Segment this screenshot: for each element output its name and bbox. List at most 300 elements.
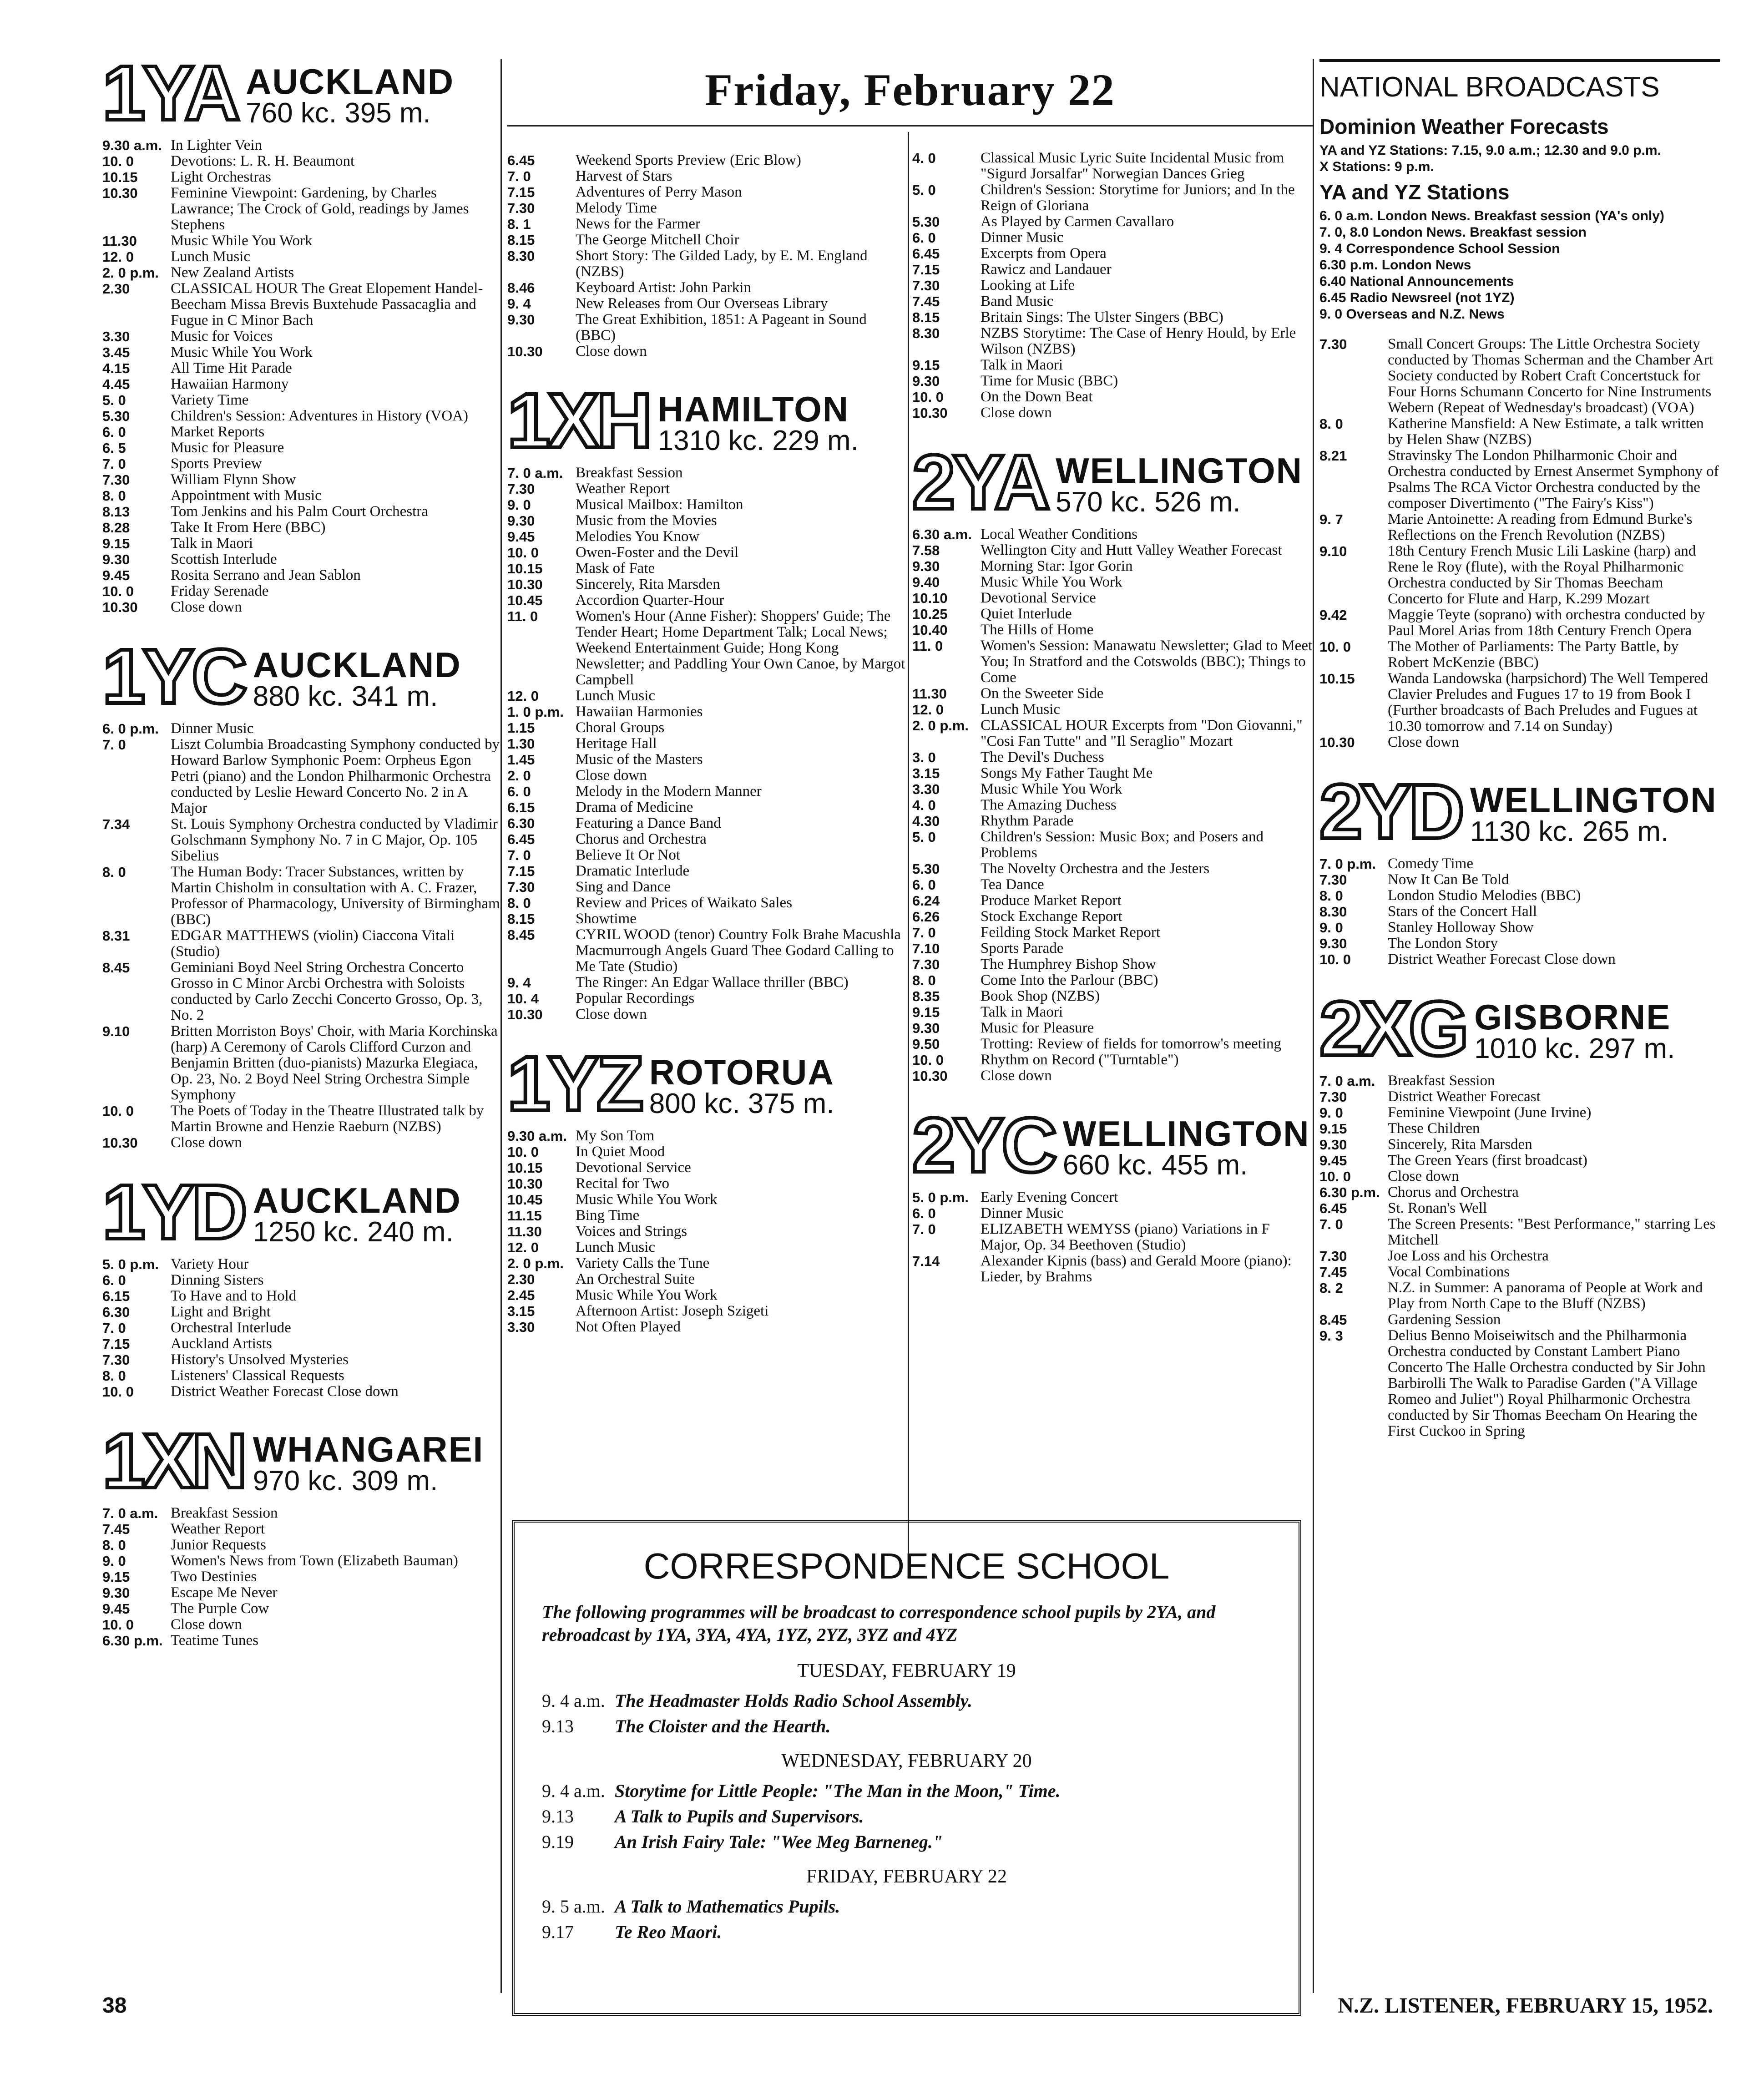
- call-sign: 1YD: [102, 1169, 245, 1255]
- programme-item: [912, 182, 1313, 214]
- programme-title: Devotions: L. R. H. Beaumont: [171, 153, 355, 169]
- programme-title: Children's Session: Storytime for Juniors; and In the Reign of Gloriana: [981, 182, 1295, 214]
- programme-title: The Mother of Parliaments: The Party Battle, by Robert McKenzie (BBC): [1388, 638, 1679, 671]
- programme-item: [1319, 1169, 1720, 1184]
- programme-time: 8. 0: [1319, 888, 1343, 904]
- programme-title: Delius Benno Moiseiwitsch and the Philharmonia Orchestra conducted by Constant Lambert Piano Concerto The Halle Orchestra conducted by Sir John Barbirolli The Walk to Paradise Garden ("A Village Romeo and Juliet") Royal Philharmonic Orchestra conducted by Sir Thomas Beecham On Hearing the First Cuckoo in Spring: [1388, 1327, 1706, 1439]
- programme-list: [507, 152, 908, 359]
- programme-title: Recital for Two: [576, 1175, 670, 1192]
- programme-item: [507, 1176, 908, 1192]
- programme-item: [1319, 1153, 1720, 1169]
- programme-item: [102, 185, 503, 233]
- programme-item: [912, 246, 1313, 262]
- correspondence-row: [542, 1714, 1271, 1739]
- programme-title: Lunch Music: [171, 248, 251, 265]
- station-city: WHANGAREI: [253, 1429, 484, 1469]
- programme-title: Stars of the Concert Hall: [1388, 903, 1537, 920]
- programme-title: Music for Pleasure: [981, 1020, 1094, 1036]
- programme-item: [507, 1144, 908, 1160]
- programme-title: The Humphrey Bishop Show: [981, 956, 1156, 972]
- programme-time: 9.42: [1319, 607, 1347, 623]
- programme-time: 7.30: [1319, 1248, 1347, 1264]
- programme-item: [912, 309, 1313, 325]
- yayz-line: 6.30 p.m. London News: [1319, 258, 1471, 273]
- programme-item: [912, 861, 1313, 877]
- yayz-line: 6.40 National Announcements: [1319, 274, 1514, 289]
- programme-time: 5. 0: [912, 829, 936, 845]
- programme-time: 8.30: [912, 325, 940, 341]
- station-city: AUCKLAND: [253, 645, 461, 685]
- programme-title: Variety Hour: [171, 1256, 249, 1272]
- programme-item: [102, 488, 503, 504]
- programme-title: The Poets of Today in the Theatre Illustrated talk by Martin Browne and Henzie Raeburn (NZBS): [171, 1103, 484, 1135]
- programme-title: Devotional Service: [576, 1159, 691, 1176]
- correspondence-title: Storytime for Little People: "The Man in the Moon," Time.: [615, 1781, 1061, 1801]
- programme-title: Katherine Mansfield: A New Estimate, a talk written by Helen Shaw (NZBS): [1388, 415, 1704, 448]
- programme-time: 6.30: [507, 815, 535, 831]
- yayz-line: 9. 0 Overseas and N.Z. News: [1319, 307, 1505, 322]
- programme-time: 8. 0: [102, 1368, 126, 1384]
- programme-title: Dinner Music: [981, 1205, 1064, 1221]
- programme-title: Talk in Maori: [171, 535, 253, 552]
- programme-time: 7.58: [912, 542, 940, 558]
- programme-time: 9.45: [102, 567, 130, 583]
- programme-item: [102, 1288, 503, 1304]
- programme-time: 3.30: [912, 781, 940, 797]
- programme-time: 2. 0: [507, 768, 531, 784]
- programme-item: [102, 233, 503, 249]
- programme-item: [912, 405, 1313, 421]
- call-sign: 1XH: [507, 378, 650, 464]
- programme-title: Hawaiian Harmonies: [576, 703, 703, 720]
- yayz-title: YA and YZ Stations: [1319, 180, 1510, 204]
- programme-item: [1319, 607, 1720, 639]
- programme-title: Music While You Work: [171, 344, 313, 360]
- programme-time: 6. 5: [102, 440, 126, 456]
- column-divider: [1313, 59, 1314, 1993]
- programme-title: Come Into the Parlour (BBC): [981, 972, 1158, 988]
- programme-title: London Studio Melodies (BBC): [1388, 887, 1581, 904]
- yayz-line: 6.45 Radio Newsreel (not 1YZ): [1319, 290, 1515, 305]
- station-info: [649, 1054, 834, 1118]
- title-divider: [507, 125, 1313, 127]
- programme-item: [912, 574, 1313, 590]
- programme-item: [102, 392, 503, 408]
- programme-time: 10.15: [1319, 671, 1355, 687]
- programme-item: [507, 768, 908, 784]
- station-info: [658, 391, 859, 455]
- programme-title: In Lighter Vein: [171, 137, 263, 153]
- programme-item: [102, 1633, 503, 1649]
- programme-time: 8.15: [507, 911, 535, 927]
- programme-item: [912, 829, 1313, 861]
- programme-item: [1319, 1248, 1720, 1264]
- programme-item: [102, 1272, 503, 1288]
- programme-title: Light and Bright: [171, 1304, 271, 1320]
- programme-item: [102, 408, 503, 424]
- programme-item: [912, 373, 1313, 389]
- programme-item: [507, 831, 908, 847]
- station-frequency: 660 kc. 455 m.: [1062, 1149, 1248, 1181]
- programme-time: 4.30: [912, 813, 940, 829]
- programme-time: 9.15: [102, 536, 130, 552]
- programme-time: 6.45: [1319, 1200, 1347, 1216]
- programme-time: 10.30: [507, 577, 543, 592]
- programme-title: Chorus and Orchestra: [576, 831, 707, 847]
- station-city: WELLINGTON: [1062, 1113, 1310, 1154]
- programme-title: Wanda Landowska (harpsichord) The Well Tempered Clavier Preludes and Fugues 17 to 19 from Book I (Further broadcasts of Bach Preludes and Fugues at 10.30 tomorrow and 7.14 on Sunday): [1388, 670, 1709, 734]
- programme-title: Sing and Dance: [576, 879, 671, 895]
- programme-time: 9.15: [102, 1569, 130, 1585]
- column-2: [507, 152, 908, 1362]
- programme-title: My Son Tom: [576, 1128, 655, 1144]
- programme-time: 11.30: [507, 1224, 542, 1240]
- programme-title: ELIZABETH WEMYSS (piano) Variations in F Major, Op. 34 Beethoven (Studio): [981, 1221, 1270, 1253]
- programme-time: 6. 0: [912, 1205, 936, 1221]
- programme-time: 7.15: [507, 863, 535, 879]
- programme-item: [912, 718, 1313, 749]
- programme-item: [507, 344, 908, 359]
- programme-item: [912, 1068, 1313, 1084]
- station-city: WELLINGTON: [1056, 450, 1303, 491]
- programme-item: [507, 184, 908, 200]
- programme-item: [912, 278, 1313, 293]
- programme-title: Music While You Work: [576, 1191, 718, 1208]
- programme-time: 7. 0 a.m.: [102, 1505, 158, 1521]
- programme-item: [102, 1505, 503, 1521]
- programme-item: [912, 972, 1313, 988]
- correspondence-title: A Talk to Pupils and Supervisors.: [615, 1806, 864, 1827]
- programme-item: [507, 784, 908, 800]
- programme-time: 4.45: [102, 376, 130, 392]
- programme-title: To Have and to Hold: [171, 1288, 297, 1304]
- station-1xh: [507, 378, 908, 1022]
- programme-time: 10.15: [507, 1160, 543, 1176]
- programme-title: Music from the Movies: [576, 512, 717, 529]
- programme-item: [912, 893, 1313, 909]
- programme-title: Weather Report: [576, 481, 670, 497]
- programme-time: 6. 0: [102, 1272, 126, 1288]
- programme-time: 10. 0: [102, 1103, 134, 1119]
- programme-item: [912, 293, 1313, 309]
- programme-item: [102, 1368, 503, 1384]
- programme-list: [102, 1256, 503, 1400]
- programme-item: [912, 1253, 1313, 1285]
- programme-time: 1. 0 p.m.: [507, 704, 564, 720]
- programme-item: [507, 1224, 908, 1240]
- programme-time: 11.30: [102, 233, 137, 249]
- programme-item: [102, 440, 503, 456]
- programme-title: District Weather Forecast Close down: [1388, 951, 1616, 967]
- programme-item: [507, 1192, 908, 1208]
- programme-time: 7. 0: [102, 1320, 126, 1336]
- programme-time: 10.10: [912, 590, 948, 606]
- programme-item: [1319, 1089, 1720, 1105]
- programme-time: 6.24: [912, 893, 940, 909]
- programme-time: 5.30: [912, 214, 940, 230]
- programme-time: 3.15: [507, 1303, 535, 1319]
- programme-time: 7. 0: [102, 456, 126, 472]
- programme-title: Variety Time: [171, 392, 249, 408]
- programme-time: 4. 0: [912, 797, 936, 813]
- programme-title: Melodies You Know: [576, 528, 700, 545]
- programme-item: [1319, 872, 1720, 888]
- programme-item: [507, 513, 908, 529]
- programme-title: Believe It Or Not: [576, 847, 681, 863]
- programme-time: 10.30: [507, 1176, 543, 1192]
- programme-title: History's Unsolved Mysteries: [171, 1351, 349, 1368]
- programme-title: Local Weather Conditions: [981, 526, 1137, 542]
- programme-time: 10. 0: [1319, 1169, 1351, 1184]
- programme-time: 3.15: [912, 765, 940, 781]
- programme-item: [102, 816, 503, 864]
- programme-item: [912, 1036, 1313, 1052]
- programme-item: [507, 280, 908, 296]
- programme-title: Alexander Kipnis (bass) and Gerald Moore (piano): Lieder, by Brahms: [981, 1253, 1292, 1285]
- programme-item: [507, 847, 908, 863]
- programme-item: [912, 813, 1313, 829]
- programme-item: [507, 1208, 908, 1224]
- programme-title: Geminiani Boyd Neel String Orchestra Concerto Grosso in C Minor Arcbi Orchestra with Soloists conducted by Carlo Zecchi Concerto Grosso, Op. 3, No. 2: [171, 959, 483, 1023]
- station-1ya: [102, 50, 503, 615]
- programme-item: [507, 863, 908, 879]
- programme-item: [1319, 1200, 1720, 1216]
- programme-title: The Hills of Home: [981, 622, 1094, 638]
- programme-title: N.Z. in Summer: A panorama of People at Work and Play from North Cape to the Bluff (NZBS): [1388, 1280, 1703, 1312]
- station-info: [1470, 782, 1717, 846]
- programme-item: [102, 137, 503, 153]
- programme-time: 10. 0: [102, 583, 134, 599]
- programme-title: Sincerely, Rita Marsden: [1388, 1136, 1532, 1153]
- programme-item: [1319, 920, 1720, 936]
- programme-time: 2. 0 p.m.: [912, 718, 969, 734]
- programme-title: Accordion Quarter-Hour: [576, 592, 724, 608]
- programme-time: 8. 0: [102, 864, 126, 880]
- programme-item: [102, 1601, 503, 1617]
- programme-item: [1319, 1184, 1720, 1200]
- programme-item: [1319, 936, 1720, 951]
- programme-time: 7. 0: [507, 168, 531, 184]
- correspondence-title: A Talk to Mathematics Pupils.: [615, 1896, 840, 1917]
- correspondence-time: 9.19: [542, 1832, 574, 1852]
- masthead: N.Z. LISTENER, FEBRUARY 15, 1952.: [1338, 1994, 1713, 2018]
- programme-item: [912, 781, 1313, 797]
- station-city: AUCKLAND: [246, 61, 455, 101]
- programme-title: Scottish Interlude: [171, 551, 277, 567]
- programme-list: [1319, 336, 1720, 750]
- programme-item: [1319, 543, 1720, 607]
- programme-title: Feminine Viewpoint (June Irvine): [1388, 1104, 1592, 1121]
- correspondence-school-box: [512, 1520, 1301, 2016]
- programme-time: 7. 0: [507, 847, 531, 863]
- programme-title: Excerpts from Opera: [981, 245, 1107, 262]
- programme-list: [1319, 1073, 1720, 1439]
- programme-title: Bing Time: [576, 1207, 640, 1224]
- station-header: [102, 1418, 503, 1504]
- programme-time: 9. 4: [507, 296, 531, 312]
- programme-time: 9.10: [1319, 543, 1347, 559]
- programme-title: Light Orchestras: [171, 169, 271, 185]
- programme-title: Children's Session: Music Box; and Posers and Problems: [981, 829, 1264, 861]
- programme-title: The George Mitchell Choir: [576, 232, 739, 248]
- call-sign: 1XN: [102, 1418, 245, 1504]
- programme-title: Feilding Stock Market Report: [981, 924, 1161, 941]
- programme-time: 2.30: [102, 281, 130, 297]
- programme-time: 6.15: [507, 800, 535, 815]
- programme-time: 9.10: [102, 1023, 130, 1039]
- programme-time: 6. 0: [507, 784, 531, 800]
- correspondence-row: [542, 1919, 1271, 1945]
- programme-item: [912, 1004, 1313, 1020]
- programme-title: On the Sweeter Side: [981, 685, 1104, 702]
- programme-title: The Purple Cow: [171, 1600, 269, 1617]
- programme-title: Talk in Maori: [981, 357, 1063, 373]
- programme-item: [507, 1255, 908, 1271]
- programme-item: [102, 1553, 503, 1569]
- station-info: [246, 61, 455, 129]
- programme-item: [507, 1271, 908, 1287]
- correspondence-time: 9. 5 a.m.: [542, 1896, 605, 1917]
- programme-item: [102, 1569, 503, 1585]
- programme-time: 10.40: [912, 622, 948, 638]
- programme-item: [912, 1205, 1313, 1221]
- programme-title: Sports Parade: [981, 940, 1064, 956]
- programme-time: 6.30: [102, 1304, 130, 1320]
- programme-time: 7.30: [912, 278, 940, 293]
- programme-title: Liszt Columbia Broadcasting Symphony conducted by Howard Barlow Symphonic Poem: Orpheus Egon Petri (piano) and the London Philharmonic Orchestra conducted by Leslie Heward Concerto No. 2 in A Major: [171, 736, 500, 816]
- programme-time: 2.45: [507, 1287, 535, 1303]
- programme-title: Women's Hour (Anne Fisher): Shoppers' Guide; The Tender Heart; Home Department Talk; Local News; Weekend Entertainment Guide; Hong Kong Newsletter; and Paddling Your Own Canoe, by Margot Campbell: [576, 608, 905, 688]
- programme-time: 7.30: [1319, 1089, 1347, 1105]
- station-info: [1474, 999, 1675, 1063]
- programme-item: [507, 704, 908, 720]
- programme-title: On the Down Beat: [981, 389, 1093, 405]
- programme-item: [912, 877, 1313, 893]
- programme-title: Adventures of Perry Mason: [576, 184, 742, 200]
- programme-title: Hawaiian Harmony: [171, 376, 289, 392]
- programme-item: [507, 895, 908, 911]
- national-title: NATIONAL BROADCASTS: [1319, 71, 1660, 103]
- programme-time: 11. 0: [912, 638, 943, 654]
- programme-time: 6.15: [102, 1288, 130, 1304]
- yayz-line: 6. 0 a.m. London News. Breakfast session (YA's only): [1319, 208, 1664, 223]
- programme-title: Breakfast Session: [1388, 1073, 1495, 1089]
- programme-item: [1319, 1121, 1720, 1137]
- programme-time: 8.35: [912, 988, 940, 1004]
- programme-title: Market Reports: [171, 424, 265, 440]
- programme-title: New Zealand Artists: [171, 264, 294, 281]
- programme-time: 6. 0 p.m.: [102, 721, 159, 737]
- programme-item: [912, 1221, 1313, 1253]
- programme-title: Music While You Work: [576, 1287, 718, 1303]
- programme-list: [1319, 856, 1720, 967]
- programme-title: These Children: [1388, 1120, 1480, 1137]
- programme-title: Dinning Sisters: [171, 1272, 264, 1288]
- programme-time: 7.45: [912, 293, 940, 309]
- programme-item: [507, 1240, 908, 1255]
- programme-time: 1.15: [507, 720, 535, 736]
- programme-title: District Weather Forecast Close down: [171, 1383, 399, 1400]
- programme-item: [102, 1521, 503, 1537]
- programme-time: 9.30: [102, 1585, 130, 1601]
- programme-title: Tea Dance: [981, 876, 1044, 893]
- programme-time: 10. 0: [102, 1384, 134, 1400]
- programme-title: Dinner Music: [171, 720, 254, 737]
- station-1xn: [102, 1418, 503, 1649]
- programme-title: Keyboard Artist: John Parkin: [576, 279, 751, 296]
- programme-title: Sincerely, Rita Marsden: [576, 576, 720, 592]
- programme-time: 5. 0: [102, 392, 126, 408]
- programme-list: [507, 465, 908, 1022]
- programme-time: 2. 0 p.m.: [102, 265, 159, 281]
- programme-item: [507, 232, 908, 248]
- programme-item: [507, 1319, 908, 1335]
- programme-item: [912, 622, 1313, 638]
- programme-title: Heritage Hall: [576, 735, 657, 752]
- programme-item: [912, 606, 1313, 622]
- programme-item: [1319, 1328, 1720, 1439]
- programme-time: 6.45: [912, 246, 940, 262]
- programme-time: 10.30: [102, 599, 138, 615]
- station-header: [102, 50, 503, 137]
- programme-time: 8. 0: [1319, 416, 1343, 432]
- programme-title: Music While You Work: [981, 781, 1122, 797]
- station-header: [102, 1169, 503, 1255]
- programme-item: [102, 456, 503, 472]
- programme-time: 6.45: [507, 831, 535, 847]
- programme-item: [507, 248, 908, 280]
- station-frequency: 800 kc. 375 m.: [649, 1088, 834, 1119]
- programme-time: 9.15: [1319, 1121, 1347, 1137]
- programme-item: [102, 249, 503, 265]
- national-listings: [1319, 336, 1720, 750]
- correspondence-row: [542, 1894, 1271, 1919]
- programme-time: 7.30: [102, 472, 130, 488]
- station-1yd: [102, 1169, 503, 1400]
- programme-item: [912, 702, 1313, 718]
- programme-title: Book Shop (NZBS): [981, 988, 1100, 1004]
- programme-time: 8. 0: [102, 488, 126, 504]
- programme-item: [912, 150, 1313, 182]
- programme-time: 10.15: [507, 561, 543, 577]
- station-city: ROTORUA: [649, 1052, 834, 1092]
- programme-title: The Novelty Orchestra and the Jesters: [981, 860, 1210, 877]
- programme-item: [102, 1023, 503, 1103]
- programme-time: 12. 0: [912, 702, 944, 718]
- programme-time: 8.31: [102, 928, 130, 944]
- programme-time: 10.30: [912, 405, 948, 421]
- station-info: [1056, 450, 1303, 518]
- programme-list: [912, 150, 1313, 421]
- programme-time: 8.30: [1319, 904, 1347, 920]
- programme-item: [507, 577, 908, 592]
- programme-item: [912, 1020, 1313, 1036]
- programme-title: The Human Body: Tracer Substances, written by Martin Chisholm in consultation with A. C. Frazer, Professor of Pharmacology, University of Birmingham (BBC): [171, 864, 500, 928]
- programme-title: CYRIL WOOD (tenor) Country Folk Brahe Macushla Macmurrough Angels Guard Thee Godard Calling to Me Tate (Studio): [576, 926, 901, 975]
- correspondence-time: 9. 4 a.m.: [542, 1690, 605, 1711]
- programme-time: 9.30: [912, 373, 940, 389]
- programme-time: 3.45: [102, 344, 130, 360]
- programme-time: 11.30: [912, 686, 947, 702]
- programme-title: News for the Farmer: [576, 216, 700, 232]
- programme-item: [912, 1189, 1313, 1205]
- column-3: [912, 150, 1313, 1312]
- programme-time: 12. 0: [507, 1240, 539, 1255]
- correspondence-time: 9.17: [542, 1922, 574, 1942]
- programme-item: [102, 1135, 503, 1151]
- programme-title: Teatime Tunes: [171, 1632, 258, 1649]
- programme-title: Lunch Music: [981, 701, 1061, 718]
